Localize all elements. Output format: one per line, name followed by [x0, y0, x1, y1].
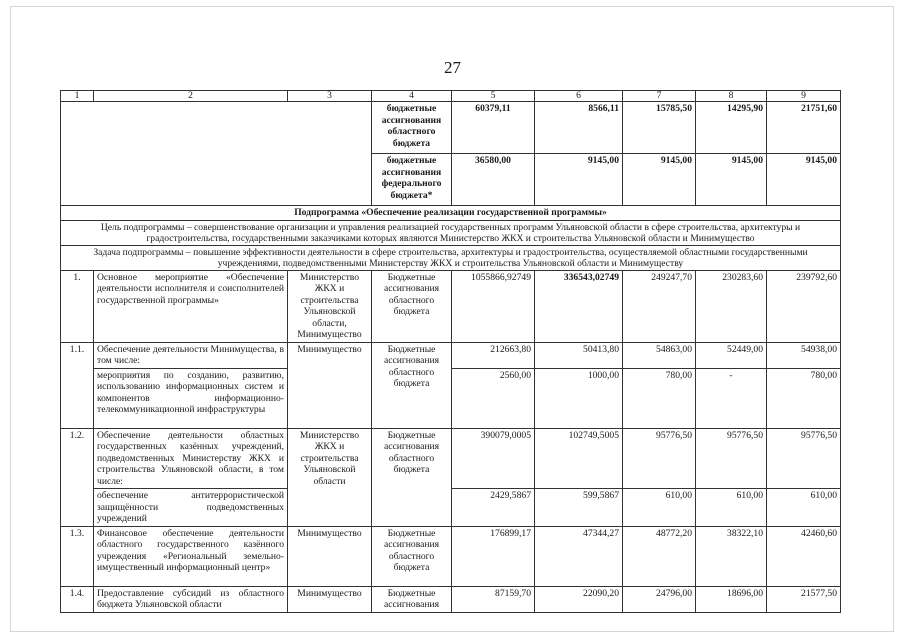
subprogram-task: Задача подпрограммы – повышение эффективности деятельности в сфере строительства, архитектуры и градостроительства, осуществляемой областными государственными учреждениями, подведомственными Министерству ЖКХ и строительства Ульяновской области и Минимуществу	[61, 245, 841, 270]
value-cell: 38322,10	[696, 526, 767, 586]
task-row	[61, 245, 841, 270]
funding-source: бюджетные ассигнования областного бюджета	[372, 102, 452, 154]
value-cell: 21577,50	[767, 586, 841, 612]
value-cell: 212663,80	[452, 342, 535, 368]
value-cell: 36580,00	[452, 154, 535, 206]
page-number: 27	[444, 58, 461, 77]
measure-name: обеспечение антитеррористической защищённости подведомственных учреждений	[94, 489, 288, 527]
value-cell: 336543,02749	[535, 270, 623, 342]
executor: Минимущество	[288, 586, 372, 612]
funding-source: бюджетные ассигнования федерального бюджета*	[372, 154, 452, 206]
value-cell: 9145,00	[623, 154, 696, 206]
value-cell: 1055866,92749	[452, 270, 535, 342]
table-row	[61, 342, 841, 368]
funding-source: Бюджетные ассигнования областного бюджета	[372, 428, 452, 526]
budget-table	[60, 90, 841, 613]
funding-source: Бюджетные ассигнования	[372, 586, 452, 612]
value-cell: 780,00	[767, 368, 841, 428]
col-number: 3	[288, 91, 372, 102]
value-cell: 60379,11	[452, 102, 535, 154]
table-row	[61, 270, 841, 342]
value-cell: 48772,20	[623, 526, 696, 586]
measure-name: Обеспечение деятельности областных государственных казённых учреждений, подведомственных Министерству ЖКХ и строительства Ульяновской области, в том числе:	[94, 428, 288, 489]
table-row	[61, 586, 841, 612]
executor: Минимущество	[288, 342, 372, 428]
table-row	[61, 102, 841, 154]
value-cell: 610,00	[767, 489, 841, 527]
measure-name: Основное мероприятие «Обеспечение деятельности исполнителя и соисполнителей государственной программы»	[94, 270, 288, 342]
row-number: 1.2.	[61, 428, 94, 526]
value-cell: 2560,00	[452, 368, 535, 428]
value-cell: 52449,00	[696, 342, 767, 368]
value-cell: 239792,60	[767, 270, 841, 342]
col-number: 6	[535, 91, 623, 102]
value-cell: 610,00	[696, 489, 767, 527]
col-number: 2	[94, 91, 288, 102]
value-cell: 9145,00	[767, 154, 841, 206]
value-cell: 54863,00	[623, 342, 696, 368]
col-number: 8	[696, 91, 767, 102]
goal-row	[61, 220, 841, 245]
col-number: 7	[623, 91, 696, 102]
subprogram-title-row	[61, 206, 841, 221]
subprogram-title: Подпрограмма «Обеспечение реализации государственной программы»	[61, 206, 841, 221]
empty-merged-cell	[61, 102, 372, 206]
value-cell: 87159,70	[452, 586, 535, 612]
value-cell: 2429,5867	[452, 489, 535, 527]
value-cell: 95776,50	[696, 428, 767, 489]
value-cell: 610,00	[623, 489, 696, 527]
value-cell: 230283,60	[696, 270, 767, 342]
executor: Министерство ЖКХ и строительства Ульяновской области, Минимущество	[288, 270, 372, 342]
column-number-row	[61, 91, 841, 102]
value-cell: 21751,60	[767, 102, 841, 154]
funding-source: Бюджетные ассигнования областного бюджета	[372, 342, 452, 428]
value-cell: 15785,50	[623, 102, 696, 154]
value-cell: 50413,80	[535, 342, 623, 368]
measure-name: Финансовое обеспечение деятельности областного государственного казённого учреждения «Региональный земельно-имущественный информационный центр»	[94, 526, 288, 586]
value-cell: 8566,11	[535, 102, 623, 154]
table-row	[61, 526, 841, 586]
row-number: 1.3.	[61, 526, 94, 586]
value-cell: 95776,50	[767, 428, 841, 489]
col-number: 5	[452, 91, 535, 102]
value-cell: 47344,27	[535, 526, 623, 586]
row-number: 1.4.	[61, 586, 94, 612]
value-cell: 1000,00	[535, 368, 623, 428]
value-cell: 95776,50	[623, 428, 696, 489]
measure-name: мероприятия по созданию, развитию, использованию информационных систем и компонентов информационно-телекоммуникационной инфраструктуры	[94, 368, 288, 428]
table-row	[61, 428, 841, 489]
value-cell: 54938,00	[767, 342, 841, 368]
subprogram-goal: Цель подпрограммы – совершенствование организации и управления реализацией государственных программ Ульяновской области в сфере строительства, архитектуры и градостроительства, государственными заказчиками которых являются Министерство ЖКХ и строительства Ульяновской области и Минимущество	[61, 220, 841, 245]
value-cell: -	[696, 368, 767, 428]
value-cell: 42460,60	[767, 526, 841, 586]
value-cell: 390079,0005	[452, 428, 535, 489]
value-cell: 599,5867	[535, 489, 623, 527]
funding-source: Бюджетные ассигнования областного бюджета	[372, 270, 452, 342]
value-cell: 22090,20	[535, 586, 623, 612]
row-number: 1.	[61, 270, 94, 342]
col-number: 1	[61, 91, 94, 102]
value-cell: 18696,00	[696, 586, 767, 612]
value-cell: 102749,5005	[535, 428, 623, 489]
col-number: 9	[767, 91, 841, 102]
row-number: 1.1.	[61, 342, 94, 428]
funding-source: Бюджетные ассигнования областного бюджета	[372, 526, 452, 586]
value-cell: 780,00	[623, 368, 696, 428]
value-cell: 9145,00	[696, 154, 767, 206]
value-cell: 24796,00	[623, 586, 696, 612]
executor: Минимущество	[288, 526, 372, 586]
executor: Министерство ЖКХ и строительства Ульяновской области	[288, 428, 372, 526]
value-cell: 249247,70	[623, 270, 696, 342]
measure-name: Предоставление субсидий из областного бюджета Ульяновской области	[94, 586, 288, 612]
col-number: 4	[372, 91, 452, 102]
measure-name: Обеспечение деятельности Минимущества, в том числе:	[94, 342, 288, 368]
value-cell: 9145,00	[535, 154, 623, 206]
value-cell: 176899,17	[452, 526, 535, 586]
value-cell: 14295,90	[696, 102, 767, 154]
